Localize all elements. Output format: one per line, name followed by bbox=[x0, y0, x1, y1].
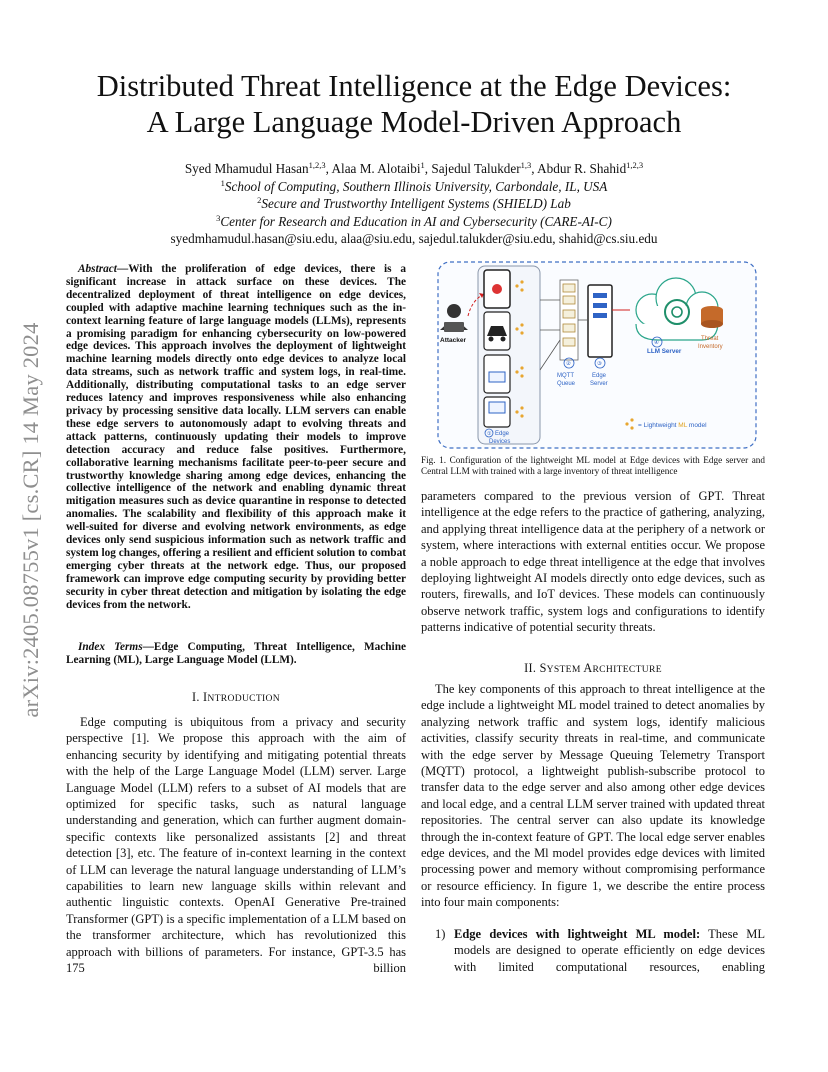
edge-devices-label: Edge bbox=[495, 431, 510, 437]
author-name: Alaa M. Alotaibi bbox=[331, 161, 421, 176]
edge-devices-label-line-2: Devices bbox=[489, 439, 511, 445]
section-title-initial: I bbox=[203, 690, 208, 704]
affiliation-marker: 3 bbox=[216, 212, 221, 223]
author-separator: , bbox=[424, 161, 432, 176]
arxiv-identifier-text: arXiv:2405.08755v1 [cs.CR] 14 May 2024 bbox=[18, 322, 43, 718]
title-line-1: Distributed Threat Intelligence at the Edge Devices: bbox=[96, 69, 732, 103]
arxiv-identifier bbox=[6, 260, 56, 780]
abstract-label: Abstract bbox=[78, 263, 117, 275]
affiliation bbox=[60, 178, 768, 196]
legend-equals: = Lightweight bbox=[638, 422, 679, 429]
author-name: Abdur R. Shahid bbox=[537, 161, 627, 176]
llm-number: ④ bbox=[654, 340, 659, 346]
author-affiliation-marker: 1,3 bbox=[520, 160, 532, 170]
author-separator: , bbox=[325, 161, 332, 176]
paper-title bbox=[60, 68, 768, 140]
figure-1-diagram bbox=[432, 260, 762, 450]
title-line-2: A Large Language Model-Driven Approach bbox=[146, 105, 682, 139]
affiliation-text: Center for Research and Education in AI and Cybersecurity (CARE-AI-C) bbox=[220, 213, 612, 229]
section-title-initial: S bbox=[539, 661, 547, 675]
author-affiliation-marker: 1,2,3 bbox=[626, 160, 644, 170]
mqtt-number: ② bbox=[566, 361, 571, 367]
legend-model: model bbox=[687, 422, 707, 429]
edge-server-label: Edge bbox=[592, 373, 607, 379]
author-list bbox=[60, 160, 768, 178]
author-affiliation-marker: 1,2,3 bbox=[308, 160, 326, 170]
index-terms bbox=[66, 641, 406, 667]
edge-devices-number: ① bbox=[487, 431, 492, 437]
smartphone-icon bbox=[484, 270, 510, 308]
threat-inventory-icon bbox=[701, 306, 723, 328]
mqtt-label: MQTT bbox=[557, 373, 574, 379]
list-item-body bbox=[454, 926, 765, 975]
llm-server-label: LLM Server bbox=[647, 348, 682, 355]
list-item-number: 1) bbox=[435, 927, 446, 941]
car-icon bbox=[484, 312, 510, 350]
section-heading-introduction bbox=[66, 690, 406, 705]
affiliation-text: Secure and Trustworthy Intelligent Systems (SHIELD) Lab bbox=[261, 196, 571, 211]
legend-ml: ML bbox=[678, 422, 688, 429]
continuation-paragraph: parameters compared to the previous version of GPT. Threat intelligence at the edge refers to the practice of gathering, analyzing, and applying threat intelligence data at the periphery of a network or system, where interactions with external entities occur. We propose a noble approach to edge threat intelligence at the edge that involves deploying lightweight AI models directly onto edge devices, such as routers, firewalls, and IoT devices. These models can continuously observe network traffic, system logs and configurations to identify patterns indicative of potential security threats. bbox=[421, 489, 765, 635]
section-title-initial-2: A bbox=[583, 661, 593, 675]
author-separator: , bbox=[531, 161, 538, 176]
abstract bbox=[66, 263, 406, 611]
index-terms-text: —Edge Computing, Threat Intelligence, Machine Learning (ML), Large Language Model (LLM). bbox=[66, 641, 406, 666]
index-terms-label: Index Terms bbox=[78, 641, 143, 653]
author-emails: syedmhamudul.hasan@siu.edu, alaa@siu.edu, sajedul.talukder@siu.edu, shahid@cs.siu.edu bbox=[170, 231, 658, 246]
section-title-rest: YSTEM bbox=[546, 664, 584, 675]
legend-text bbox=[638, 422, 707, 429]
server-number: ③ bbox=[597, 361, 602, 367]
list-item-heading: Edge devices with lightweight ML model: bbox=[454, 927, 701, 941]
mqtt-label-line-2: Queue bbox=[557, 381, 576, 387]
attacker-label: Attacker bbox=[440, 337, 467, 344]
author-name: Syed Mhamudul Hasan bbox=[184, 161, 309, 176]
author-affiliation-marker: 1 bbox=[420, 160, 425, 170]
section-numeral: II. bbox=[524, 661, 540, 675]
computer-icon bbox=[484, 397, 510, 427]
section-numeral: I. bbox=[191, 690, 204, 704]
threat-inventory-label-line-2: Inventory bbox=[698, 344, 723, 350]
affiliation-text: School of Computing, Southern Illinois University, Carbondale, IL, USA bbox=[224, 178, 608, 194]
introduction-paragraph: Edge computing is ubiquitous from a privacy and security perspective [1]. We propose this approach with the aim of enhancing security by identifying and mitigating potential threats with the help of the Large Language Model (LLM) server. Large Language Model (LLM) refers to a subset of AI models that are optimized for specific tasks, such as natural language understanding and generation, which can further augment domain-specific contexts like personalized assistants [2] and threat detection [3], etc. The feature of in-context learning in the context of LLM can leverage the natural language understanding of LLM’s capabilities to learn new language skills within relevant and authentic linguistic contexts. OpenAI Generative Pre-trained Transformer (GPT) is a specific implementation of a LLM based on the transformer architecture, which has revolutionized this approach with billions of parameters. For instance, GPT-3.5 has 175 billion bbox=[66, 715, 406, 976]
affiliation-marker: 2 bbox=[257, 195, 262, 205]
threat-inventory-label: Threat bbox=[701, 336, 719, 342]
section-title-rest: NTRODUCTION bbox=[207, 693, 280, 704]
figure-caption: Fig. 1. Configuration of the lightweight ML model at Edge devices with Edge server and Central LLM with trained with a large inventory of threat intelligence bbox=[421, 455, 765, 476]
affiliation bbox=[60, 195, 768, 213]
architecture-paragraph: The key components of this approach to threat intelligence at the edge include a lightweight ML model trained to detect anomalies by analyzing network traffic and system logs, identify malicious activities, classify security threats in real-time, and communicate with the edge server by Message Queuing Telemetry Transport (MQTT) protocol, a lightweight publish-subscribe protocol to transfer data to the edge server and also among other edge devices and local edge, and a central LLM server trained with updated threat repositories. The central server can also update its knowledge through the in-context feature of GPT. The local edge server enables edge devices, and the Ml model provides edge devices with limited processing power and memory without compromising performance or resource efficiency. In figure 1, we describe the entire process into four main components: bbox=[421, 682, 765, 910]
edge-server-icon bbox=[588, 285, 612, 357]
list-item-text: These ML models are designed to operate efficiently on edge devices with limited computational resources, enabling bbox=[454, 927, 765, 974]
affiliation-marker: 1 bbox=[220, 177, 225, 188]
section-title-rest-2: RCHITECTURE bbox=[592, 664, 662, 675]
abstract-text: —With the proliferation of edge devices, there is a significant increase in attack surface on these devices. The decentralized deployment of threat intelligence on edge devices, coupled with adaptive machine learning techniques such as the in-context learning feature of large language models (LLMs), represents a promising paradigm for enhancing cybersecurity on low-powered edge devices. This approach involves the deployment of lightweight machine learning models directly onto edge devices to analyze local data streams, such as network traffic and system logs, in real-time. Additionally, distributing computational tasks to an edge server reduces latency and improves responsiveness while also enhancing privacy by processing sensitive data locally. LLM servers can enable these edge servers to autonomously adapt to evolving threats and attack patterns, continuously updating their models to improve detection accuracy and reduce false positives. Furthermore, collaborative learning mechanisms facilitate peer-to-peer secure and trustworthy knowledge sharing among edge devices, enhancing the collective intelligence of the network and enabling dynamic threat mitigation measures such as device quarantine in response to detected anomalies. The scalability and flexibility of this approach make it well-suited for diverse and evolving network environments, as edge devices only send suspicious information such as network traffic and system log changes, offering a resilient and efficient solution to combat emerging cyber threats at the network edge. Thus, our proposed framework can improve edge computing security by providing better security in cyber threat detection and mitigation by isolating the edge devices from the network. bbox=[66, 263, 406, 611]
router-icon bbox=[484, 355, 510, 393]
author-name: Sajedul Talukder bbox=[431, 161, 521, 176]
affiliation bbox=[60, 213, 768, 231]
author-block bbox=[60, 160, 768, 248]
section-heading-system-architecture bbox=[421, 661, 765, 676]
edge-server-label-line-2: Server bbox=[590, 381, 608, 387]
